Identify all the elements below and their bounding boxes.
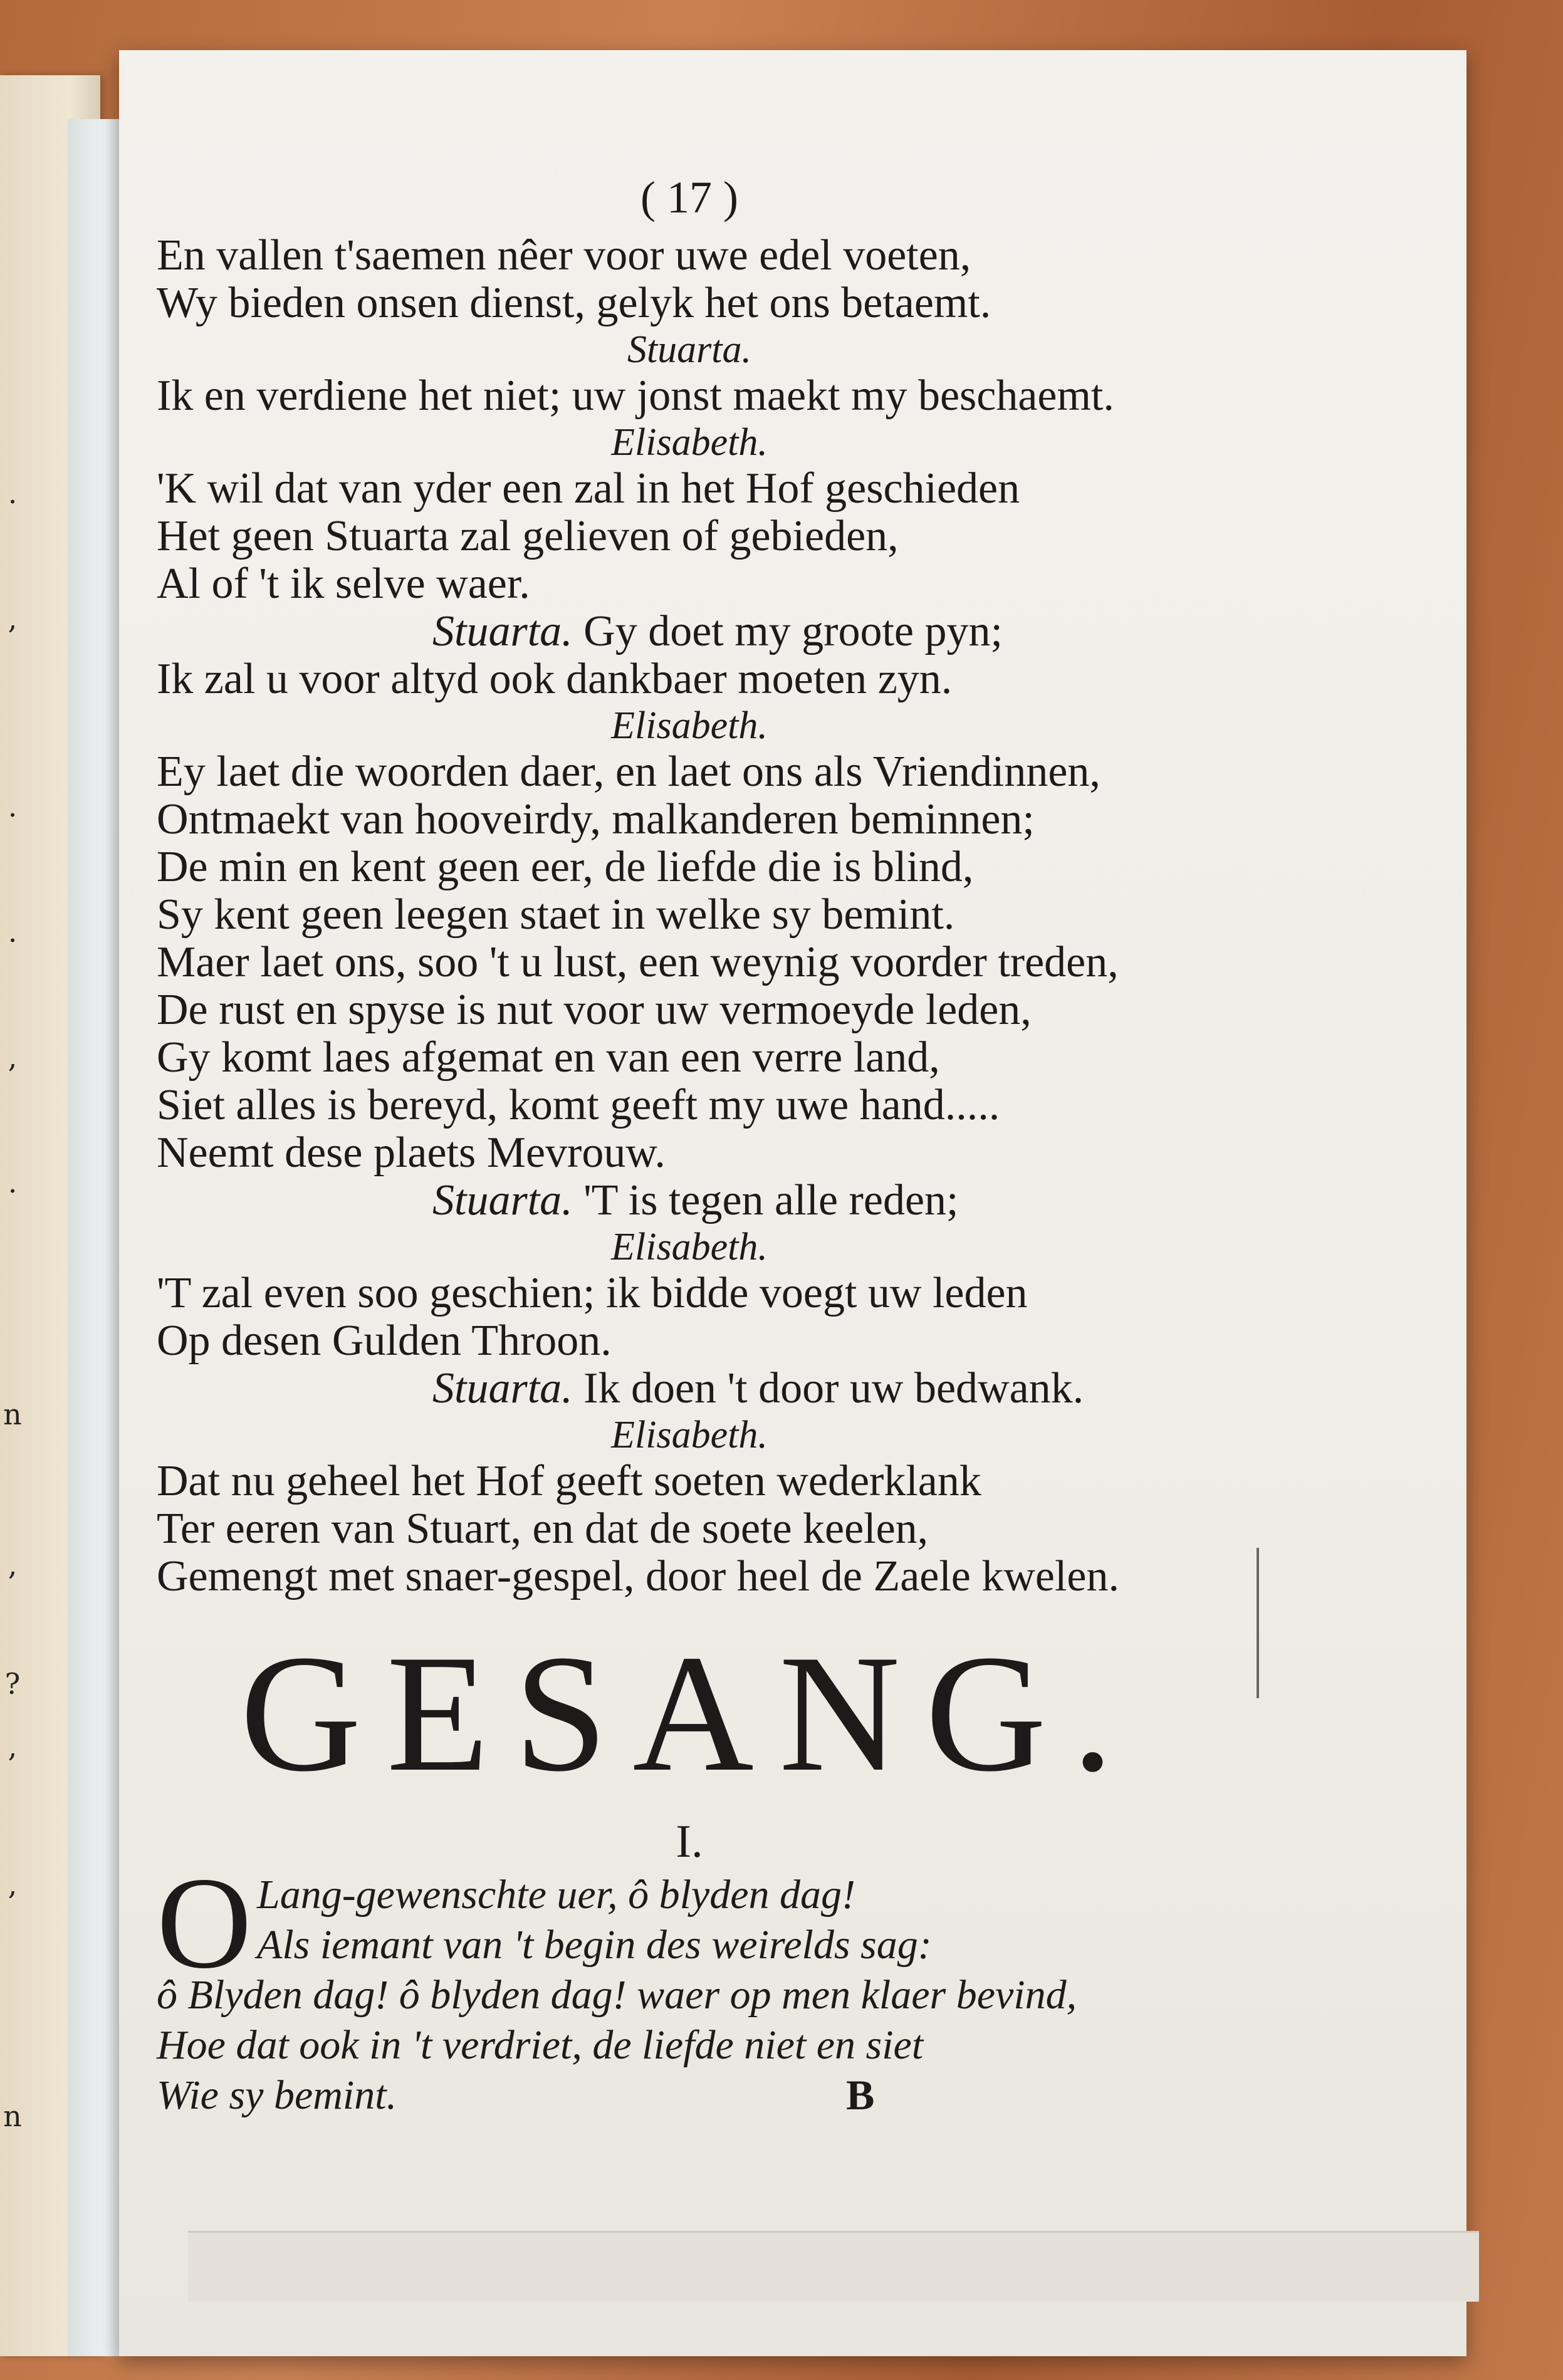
section-heading: GESANG. bbox=[240, 1620, 1139, 1806]
prev-page-mark: , bbox=[8, 1040, 18, 1074]
verse-line: Ik zal u voor altyd ook dankbaer moeten zyn. bbox=[157, 655, 953, 703]
verse-line: Siet alles is bereyd, komt geeft my uwe hand..... bbox=[157, 1081, 1000, 1129]
prev-page-mark: . bbox=[8, 915, 18, 949]
prev-page-mark: , bbox=[8, 1730, 18, 1763]
speaker-name: Elisabeth. bbox=[611, 704, 768, 747]
verse-line: Ik en verdiene het niet; uw jonst maekt my beschaemt. bbox=[157, 372, 1114, 420]
song-line: Als iemant van 't begin des weirelds sag: bbox=[257, 1922, 932, 1968]
verse-text: 'T is tegen alle reden; bbox=[583, 1176, 959, 1224]
prev-page-mark: , bbox=[8, 1548, 18, 1582]
prev-page-mark: . bbox=[8, 790, 18, 823]
speaker-name: Stuarta. bbox=[432, 1176, 573, 1224]
prev-page-mark: , bbox=[8, 602, 18, 635]
prev-page-mark: . bbox=[8, 476, 18, 510]
prev-page-mark: n bbox=[3, 2099, 22, 2133]
verse-line: Neemt dese plaets Mevrouw. bbox=[157, 1129, 666, 1177]
speaker-name: Stuarta. bbox=[432, 607, 573, 655]
prev-page-mark: . bbox=[8, 1166, 18, 1199]
song-line: Hoe dat ook in 't verdriet, de liefde niet en siet bbox=[157, 2022, 924, 2068]
verse-line: Maer laet ons, soo 't u lust, een weynig voorder treden, bbox=[157, 938, 1119, 986]
verse-line: De min en kent geen eer, de liefde die is blind, bbox=[157, 843, 974, 891]
page-number: ( 17 ) bbox=[640, 172, 738, 222]
verse-line: Ey laet die woorden daer, en laet ons als Vriendinnen, bbox=[157, 748, 1100, 796]
song-line: ô Blyden dag! ô blyden dag! waer op men klaer bevind, bbox=[157, 1972, 1077, 2018]
song-line: Wie sy bemint. bbox=[157, 2072, 397, 2118]
verse-line: Op desen Gulden Throon. bbox=[157, 1317, 612, 1365]
verse-line: Gy komt laes afgemat en van een verre land, bbox=[157, 1033, 940, 1082]
speaker-name: Stuarta. bbox=[432, 1364, 573, 1412]
verse-line: Het geen Stuarta zal gelieven of gebieden, bbox=[157, 512, 899, 560]
dialogue-block bbox=[157, 232, 1222, 1600]
prev-page-mark: ? bbox=[4, 1667, 21, 1701]
verse-line-with-speaker bbox=[157, 1365, 1222, 1412]
verse-line: 'K wil dat van yder een zal in het Hof geschieden bbox=[157, 464, 1020, 513]
verse-text: Gy doet my groote pyn; bbox=[583, 607, 1003, 655]
verse-line: Wy bieden onsen dienst, gelyk het ons betaemt. bbox=[157, 279, 991, 327]
verse-line: Al of 't ik selve waer. bbox=[157, 560, 530, 608]
verse-line: De rust en spyse is nut voor uw vermoeyde leden, bbox=[157, 986, 1032, 1034]
song-line: Lang-gewenschte uer, ô blyden dag! bbox=[257, 1872, 855, 1918]
verse-line: Dat nu geheel het Hof geeft soeten wederklank bbox=[157, 1457, 981, 1505]
signature-mark: B bbox=[846, 2071, 875, 2119]
verse-line: Gemengt met snaer-gespel, door heel de Zaele kwelen. bbox=[157, 1552, 1120, 1600]
verse-line: Sy kent geen leegen staet in welke sy bemint. bbox=[157, 890, 955, 939]
margin-rule bbox=[1257, 1548, 1259, 1698]
song-lines bbox=[157, 1850, 1222, 2121]
page-text bbox=[157, 169, 1222, 2121]
prev-page-mark: , bbox=[8, 1867, 18, 1901]
verse-line: En vallen t'saemen nêer voor uwe edel voeten, bbox=[157, 231, 971, 279]
verse-line-with-speaker bbox=[157, 1177, 1222, 1224]
prev-page-mark: n bbox=[3, 1397, 22, 1431]
verse-line: Ontmaekt van hooveirdy, malkanderen beminnen; bbox=[157, 795, 1035, 843]
drop-cap: O bbox=[157, 1850, 252, 1996]
verse-line-with-speaker bbox=[157, 608, 1222, 655]
speaker-name: Elisabeth. bbox=[611, 421, 768, 464]
speaker-name: Elisabeth. bbox=[611, 1226, 768, 1268]
verse-text: Ik doen 't door uw bedwank. bbox=[583, 1364, 1084, 1412]
speaker-name: Elisabeth. bbox=[611, 1414, 768, 1456]
verse-line: 'T zal even soo geschien; ik bidde voegt uw leden bbox=[157, 1269, 1028, 1317]
song-stanza bbox=[157, 1850, 1222, 2121]
speaker-name: Stuarta. bbox=[627, 328, 752, 371]
verse-line: Ter eeren van Stuart, en dat de soete keelen, bbox=[157, 1505, 929, 1553]
stanza-number: I. bbox=[676, 1816, 703, 1867]
page-stack-edge bbox=[188, 2231, 1479, 2302]
